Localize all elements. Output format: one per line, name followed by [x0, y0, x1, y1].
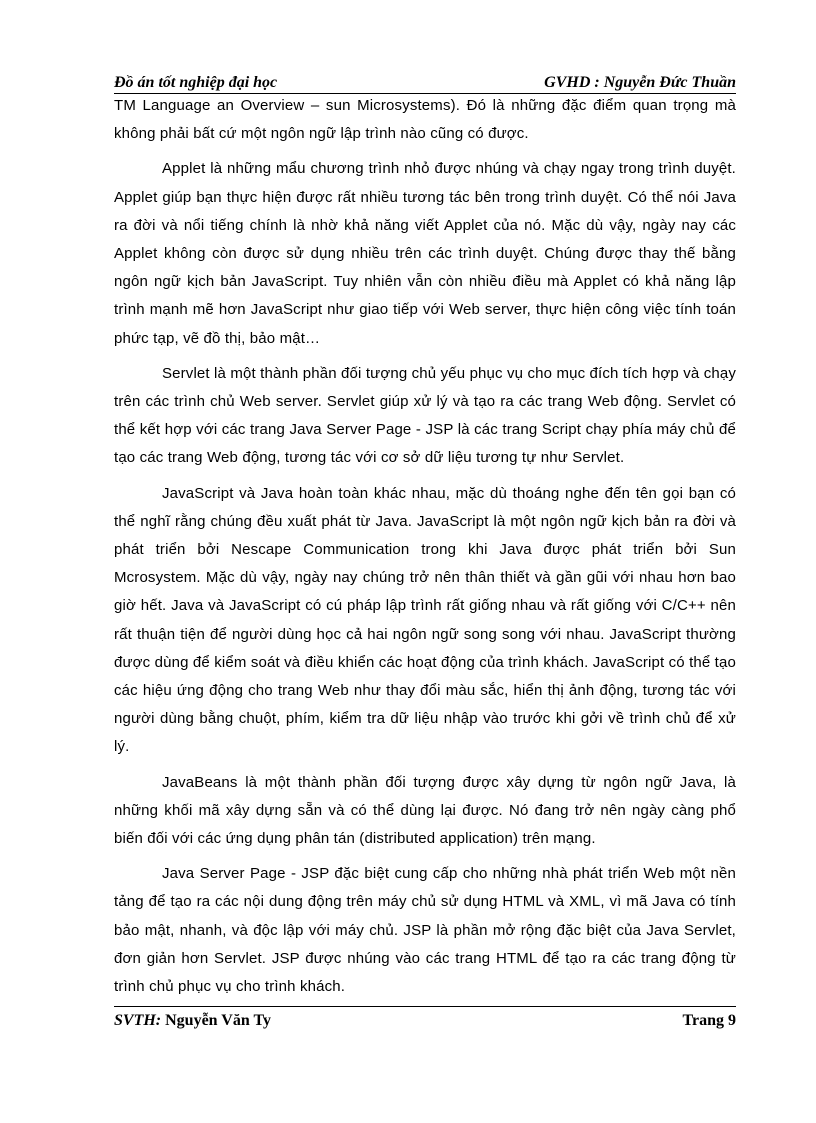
- page-number: Trang 9: [682, 1012, 736, 1029]
- footer-divider: [114, 1006, 736, 1007]
- footer-author: Nguyễn Văn Ty: [165, 1012, 271, 1029]
- body-text: [114, 92, 736, 1008]
- header-title: Đồ án tốt nghiệp đại học: [114, 74, 278, 91]
- footer-label: SVTH:: [114, 1012, 162, 1029]
- paragraph-4: JavaScript và Java hoàn toàn khác nhau, mặc dù thoáng nghe đến tên gọi bạn có thể nghĩ rằng chúng đều xuất phát từ Java. JavaScript là một ngôn ngữ kịch bản ra đời và phát triển bởi Nescape Communication trong khi Java được phát triển bởi Sun Mcrosystem. Mặc dù vậy, ngày nay chúng trở nên thân thiết và gần gũi với nhau hơn bao giờ hết. Java và JavaScript có cú pháp lập trình rất giống nhau và rất giống với C/C++ nên rất thuận tiện để người dùng học cả hai ngôn ngữ song song với nhau. JavaScript thường được dùng để kiểm soát và điều khiển các hoạt động của trình khách. JavaScript có thể tạo các hiệu ứng động cho trang Web như thay đổi màu sắc, hiển thị ảnh động, tương tác với người dùng bằng chuột, phím, kiểm tra dữ liệu nhập vào trước khi gởi về trình chủ để xử lý.: [114, 484, 736, 756]
- paragraph-2: Applet là những mẩu chương trình nhỏ được nhúng và chạy ngay trong trình duyệt. Applet giúp bạn thực hiện được rất nhiều tương tác bên trong trình duyệt. Có thể nói Java ra đời và nổi tiếng chính là nhờ khả năng viết Applet của nó. Mặc dù vậy, ngày nay các Applet không còn được sử dụng nhiều trên các trình duyệt. Chúng được thay thế bằng ngôn ngữ kịch bản JavaScript. Tuy nhiên vẫn còn nhiều điều mà Applet có khả năng lập trình mạnh mẽ hơn JavaScript như giao tiếp với Web server, thực hiện công việc tính toán phức tạp, vẽ đồ thị, bảo mật…: [114, 160, 736, 347]
- paragraph-6: Java Server Page - JSP đặc biệt cung cấp cho những nhà phát triển Web một nền tảng để tạo ra các nội dung động trên máy chủ sử dụng HTML và XML, vì mã Java có tính bảo mật, nhanh, và độc lập với máy chủ. JSP là phần mở rộng đặc biệt của Java Servlet, đơn giản hơn Servlet. JSP được nhúng vào các trang HTML để tạo ra các trang động từ trình chủ phục vụ cho trình khách.: [114, 865, 736, 996]
- paragraph-1: TM Language an Overview – sun Microsystems). Đó là những đặc điểm quan trọng mà không phải bất cứ một ngôn ngữ lập trình nào cũng có được.: [114, 97, 736, 143]
- header-advisor: GVHD : Nguyễn Đức Thuần: [544, 74, 736, 91]
- page-header: [114, 70, 736, 92]
- paragraph-5: JavaBeans là một thành phần đối tượng được xây dựng từ ngôn ngữ Java, là những khối mã xây dựng sẵn và có thể dùng lại được. Nó đang trở nên ngày càng phổ biến đối với các ứng dụng phân tán (distributed application) trên mạng.: [114, 773, 736, 848]
- footer-student: [114, 1012, 271, 1030]
- page-footer: [114, 1012, 736, 1030]
- paragraph-3: Servlet là một thành phần đối tượng chủ yếu phục vụ cho mục đích tích hợp và chạy trên các trình chủ Web server. Servlet giúp xử lý và tạo ra các trang Web động. Servlet có thể kết hợp với các trang Java Server Page - JSP là các trang Script chạy phía máy chủ để tạo các trang Web động, tương tác với cơ sở dữ liệu tương tự như Servlet.: [114, 364, 736, 467]
